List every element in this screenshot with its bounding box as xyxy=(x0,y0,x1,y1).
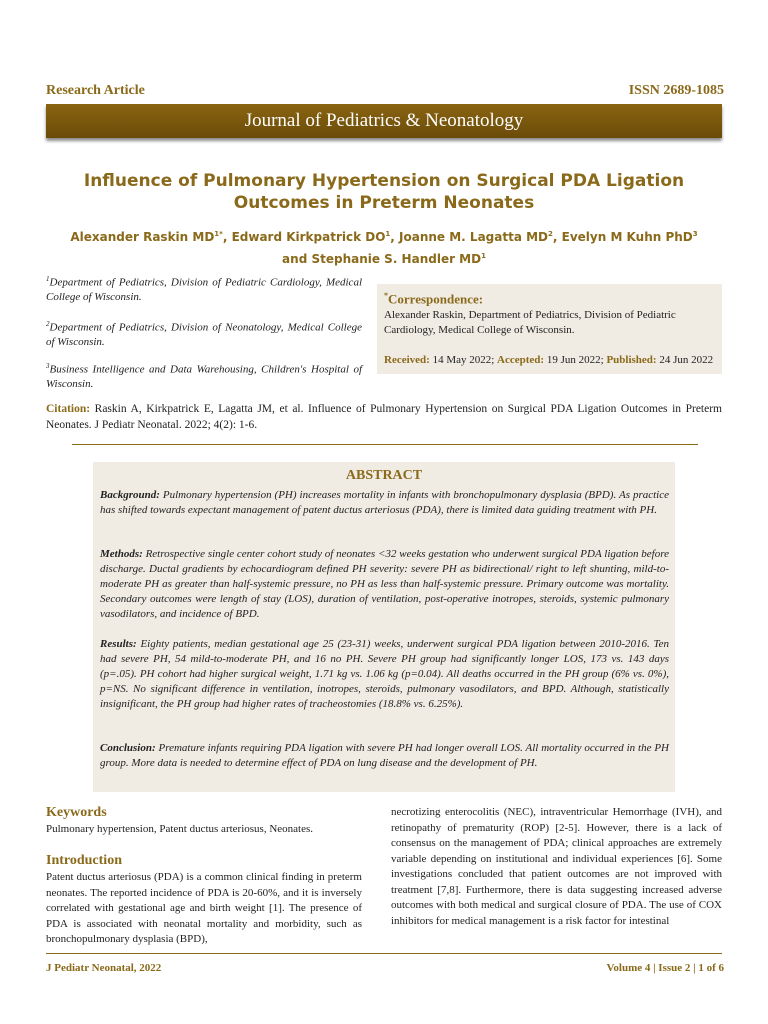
affiliation-mark: 2 xyxy=(46,320,50,328)
published-label: Published: xyxy=(606,354,657,366)
author-affiliation-mark: 1 xyxy=(385,230,391,238)
accepted-date: 19 Jun 2022; xyxy=(544,354,607,366)
citation xyxy=(46,401,722,433)
results-label: Results: xyxy=(100,638,137,650)
keywords-heading: Keywords xyxy=(46,805,107,820)
author-name: , Joanne M. Lagatta MD xyxy=(390,230,549,244)
author-name: Alexander Raskin MD xyxy=(70,230,215,244)
correspondence-heading xyxy=(384,291,483,307)
issn-label: ISSN 2689-1085 xyxy=(628,83,724,98)
background-text: Pulmonary hypertension (PH) increases mortality in infants with bronchopulmonary dysplasia (BPD). As practice has shifted towards expectant management of patent ductus arteriosus (PDA), there is limited data guiding treatment with PH. xyxy=(100,489,669,516)
introduction-right-column: necrotizing enterocolitis (NEC), intraventricular Hemorrhage (IVH), and retinopathy of prematurity (ROP) [2-5]. However, there is a lack of consensus on the management of PDA; clinical approaches are extremely variable depending on institutional and individual experiences [6]. Some investigations concluded that patient outcomes are not improved with treatment [7,8]. Furthermore, there is data suggesting increased adverse outcomes with both medical and surgical closure of PDA. The use of COX inhibitors for medical management is a risk factor for intestinal xyxy=(391,806,722,927)
abstract-conclusion xyxy=(100,741,669,771)
affiliation-2 xyxy=(46,317,362,349)
conclusion-label: Conclusion: xyxy=(100,742,156,754)
affiliation-text: Business Intelligence and Data Warehousing, Children's Hospital of Wisconsin. xyxy=(46,363,362,390)
introduction-left-column: Patent ductus arteriosus (PDA) is a common clinical finding in preterm neonates. The reported incidence of PDA is 20-60%, and it is inversely correlated with gestational age and birth weight [1]. The presence of PDA is associated with neonatal mortality and morbidity, such as bronchopulmonary dysplasia (BPD), xyxy=(46,871,362,945)
abstract-heading: ABSTRACT xyxy=(345,468,423,483)
received-date: 14 May 2022; xyxy=(429,354,498,366)
author-affiliation-mark: 3 xyxy=(692,230,698,238)
citation-text: Raskin A, Kirkpatrick E, Lagatta JM, et al. Influence of Pulmonary Hypertension on Surgical PDA Ligation Outcomes in Preterm Neonates. J Pediatr Neonatal. 2022; 4(2): 1-6. xyxy=(46,403,722,431)
author-affiliation-mark: 2 xyxy=(548,230,553,238)
author-name: , Evelyn M Kuhn PhD xyxy=(552,230,693,244)
introduction-heading: Introduction xyxy=(46,853,122,868)
affiliation-text: Department of Pediatrics, Division of Neonatology, Medical College of Wisconsin. xyxy=(46,321,362,348)
author-affiliation-mark: 1* xyxy=(214,230,223,238)
article-title: Influence of Pulmonary Hypertension on Surgical PDA Ligation Outcomes in Preterm Neonates xyxy=(83,171,685,213)
methods-label: Methods: xyxy=(100,548,143,560)
footer-page-info: Volume 4 | Issue 2 | 1 of 6 xyxy=(606,962,724,974)
abstract-methods xyxy=(100,547,669,622)
citation-label: Citation: xyxy=(46,403,91,415)
conclusion-text: Premature infants requiring PDA ligation with severe PH had longer overall LOS. All mortality occurred in the PH group. More data is needed to determine effect of PDA on lung disease and the development of PH. xyxy=(100,742,669,769)
received-label: Received: xyxy=(384,354,430,366)
author-name: , Edward Kirkpatrick DO xyxy=(222,230,386,244)
correspondence-label: Correspondence: xyxy=(388,291,484,307)
author-list xyxy=(60,225,708,269)
background-label: Background: xyxy=(100,489,160,501)
results-text: Eighty patients, median gestational age 25 (23-31) weeks, underwent surgical PDA ligation between 2010-2016. Ten had severe PH, 54 mild-to-moderate PH, and 16 no PH. Severe PH group had significantly longer LOS, 173 vs. 143 days (p=.05). PH cohort had higher surgical weight, 1.71 kg vs. 1.06 kg (p=0.04). All deaths occurred in the PH group (6% vs. 0%), p=NS. No significant difference in ventilation, inotropes, steroids, pulmonary vasodilators, and BPD. Although, statistically insignificant, the PH group had higher rates of tracheostomies (18.8% vs. 6.25%). xyxy=(100,638,669,710)
correspondence-text: Alexander Raskin, Department of Pediatrics, Division of Pediatric Cardiology, Medical College of Wisconsin. xyxy=(384,309,676,336)
journal-banner: Journal of Pediatrics & Neonatology xyxy=(46,104,722,138)
affiliation-mark: 3 xyxy=(46,362,50,370)
keywords-text: Pulmonary hypertension, Patent ductus arteriosus, Neonates. xyxy=(46,823,314,835)
article-type-label: Research Article xyxy=(46,83,145,98)
published-date: 24 Jun 2022 xyxy=(656,354,714,366)
abstract-background xyxy=(100,488,669,518)
methods-text: Retrospective single center cohort study of neonates <32 weeks gestation who underwent surgical PDA ligation before discharge. Ductal gradients by echocardiogram defined PH severity: severe PH as bidirectional/ right to left shunting, mild-to-moderate PH as greater than half-systemic pressure, no PH as less than half-systemic pressure. Primary outcome was mortality. Secondary outcomes were length of stay (LOS), duration of ventilation, post-operative inotropes, steroids, systemic pulmonary vasodilators, and incidence of BPD. xyxy=(100,548,669,620)
affiliation-text: Department of Pediatrics, Division of Pediatric Cardiology, Medical College of Wisconsin. xyxy=(46,276,362,303)
footer-divider xyxy=(46,953,722,954)
affiliation-mark: 1 xyxy=(46,275,50,283)
publication-dates xyxy=(384,354,720,366)
footer-journal-citation: J Pediatr Neonatal, 2022 xyxy=(46,962,162,974)
correspondence-mark: * xyxy=(384,291,388,300)
author-name: and Stephanie S. Handler MD xyxy=(282,252,482,266)
author-affiliation-mark: 1 xyxy=(481,252,486,260)
abstract-results xyxy=(100,637,669,712)
accepted-label: Accepted: xyxy=(497,354,545,366)
section-divider xyxy=(72,444,698,445)
affiliation-3 xyxy=(46,359,362,391)
affiliation-1 xyxy=(46,272,362,304)
